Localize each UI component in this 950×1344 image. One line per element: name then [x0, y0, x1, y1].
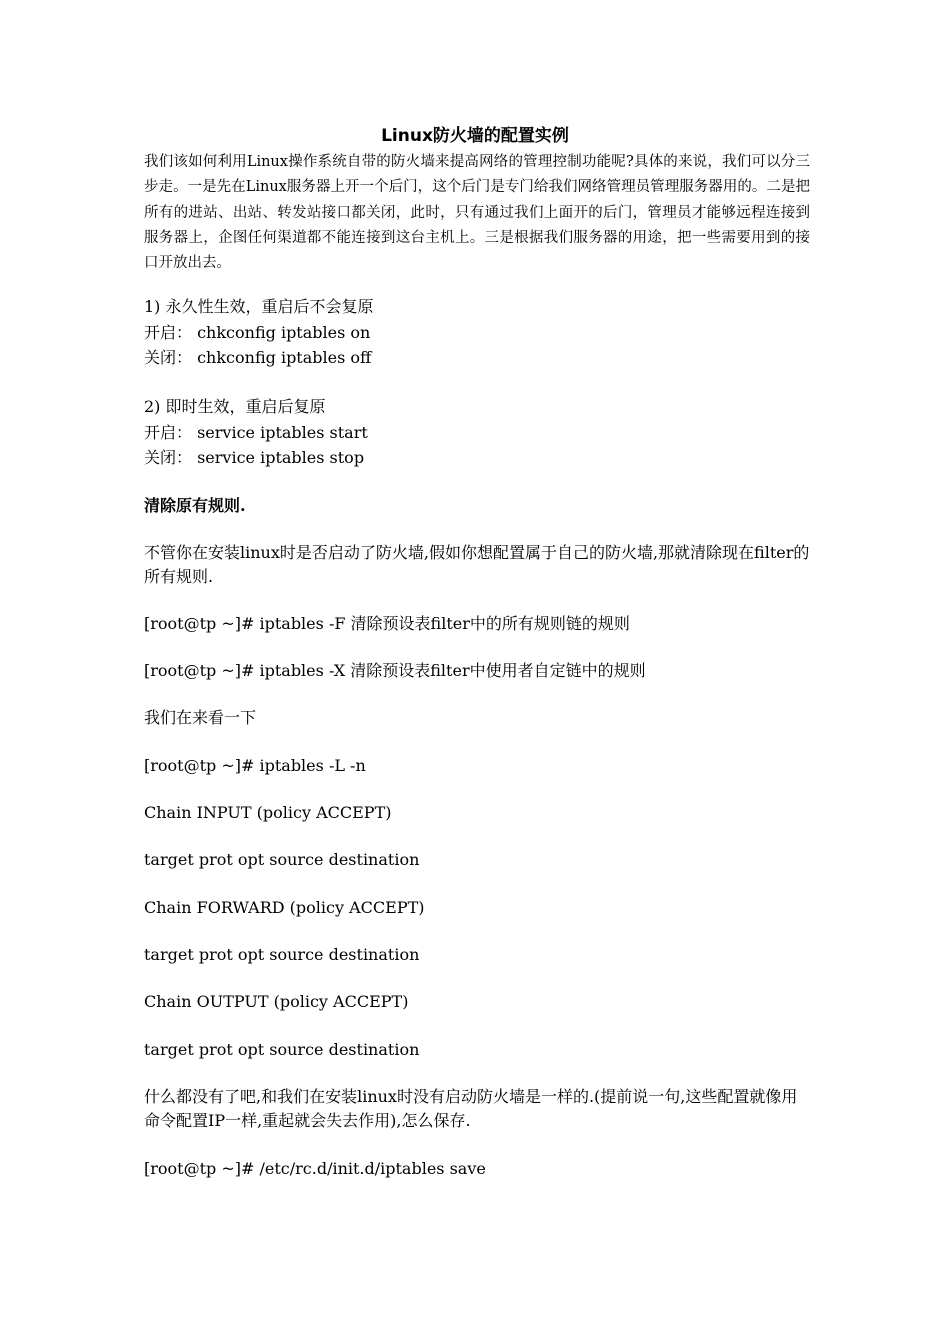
section2-on-command: 开启： service iptables start — [144, 423, 368, 442]
chain-input-line: Chain INPUT (policy ACCEPT) — [144, 803, 392, 822]
section1-heading: 1) 永久性生效，重启后不会复原 — [144, 297, 374, 316]
chain-output-line: Chain OUTPUT (policy ACCEPT) — [144, 992, 409, 1011]
target-header-input: target prot opt source destination — [144, 850, 420, 869]
target-header-forward: target prot opt source destination — [144, 945, 420, 964]
target-header-output: target prot opt source destination — [144, 1040, 420, 1059]
document-title: Linux防火墙的配置实例 — [381, 126, 569, 146]
section2-off-command: 关闭： service iptables stop — [144, 448, 365, 467]
look-again-text: 我们在来看一下 — [144, 708, 257, 727]
section1-on-command: 开启： chkconfig iptables on — [144, 323, 371, 342]
command-delete-chains: [root@tp ~]# iptables -X 清除预设表filter中使用者自定链中的规则 — [144, 661, 646, 680]
command-save: [root@tp ~]# /etc/rc.d/init.d/iptables save — [144, 1159, 486, 1178]
section2-heading: 2) 即时生效，重启后复原 — [144, 397, 326, 416]
chain-forward-line: Chain FORWARD (policy ACCEPT) — [144, 898, 425, 917]
clear-rules-description: 不管你在安装linux时是否启动了防火墙,假如你想配置属于自己的防火墙,那就清除现在filter的所有规则. — [144, 543, 810, 586]
nothing-left-paragraph: 什么都没有了吧,和我们在安装linux时没有启动防火墙是一样的.(提前说一句,这些配置就像用命令配置IP一样,重起就会失去作用),怎么保存. — [144, 1087, 798, 1130]
clear-rules-heading: 清除原有规则. — [144, 496, 246, 515]
section1-off-command: 关闭： chkconfig iptables off — [144, 348, 372, 367]
command-flush: [root@tp ~]# iptables -F 清除预设表filter中的所有规则链的规则 — [144, 614, 630, 633]
command-list: [root@tp ~]# iptables -L -n — [144, 756, 366, 775]
intro-paragraph: 我们该如何利用Linux操作系统自带的防火墙来提高网络的管理控制功能呢?具体的来说，我们可以分三步走。一是先在Linux服务器上开一个后门，这个后门是专门给我们网络管理员管理服务器用的。二是把所有的进站、出站、转发站接口都关闭，此时，只有通过我们上面开的后门，管理员才能够远程连接到服务器上，企图任何渠道都不能连接到这台主机上。三是根据我们服务器的用途，把一些需要用到的接口开放出去。 — [144, 154, 810, 272]
